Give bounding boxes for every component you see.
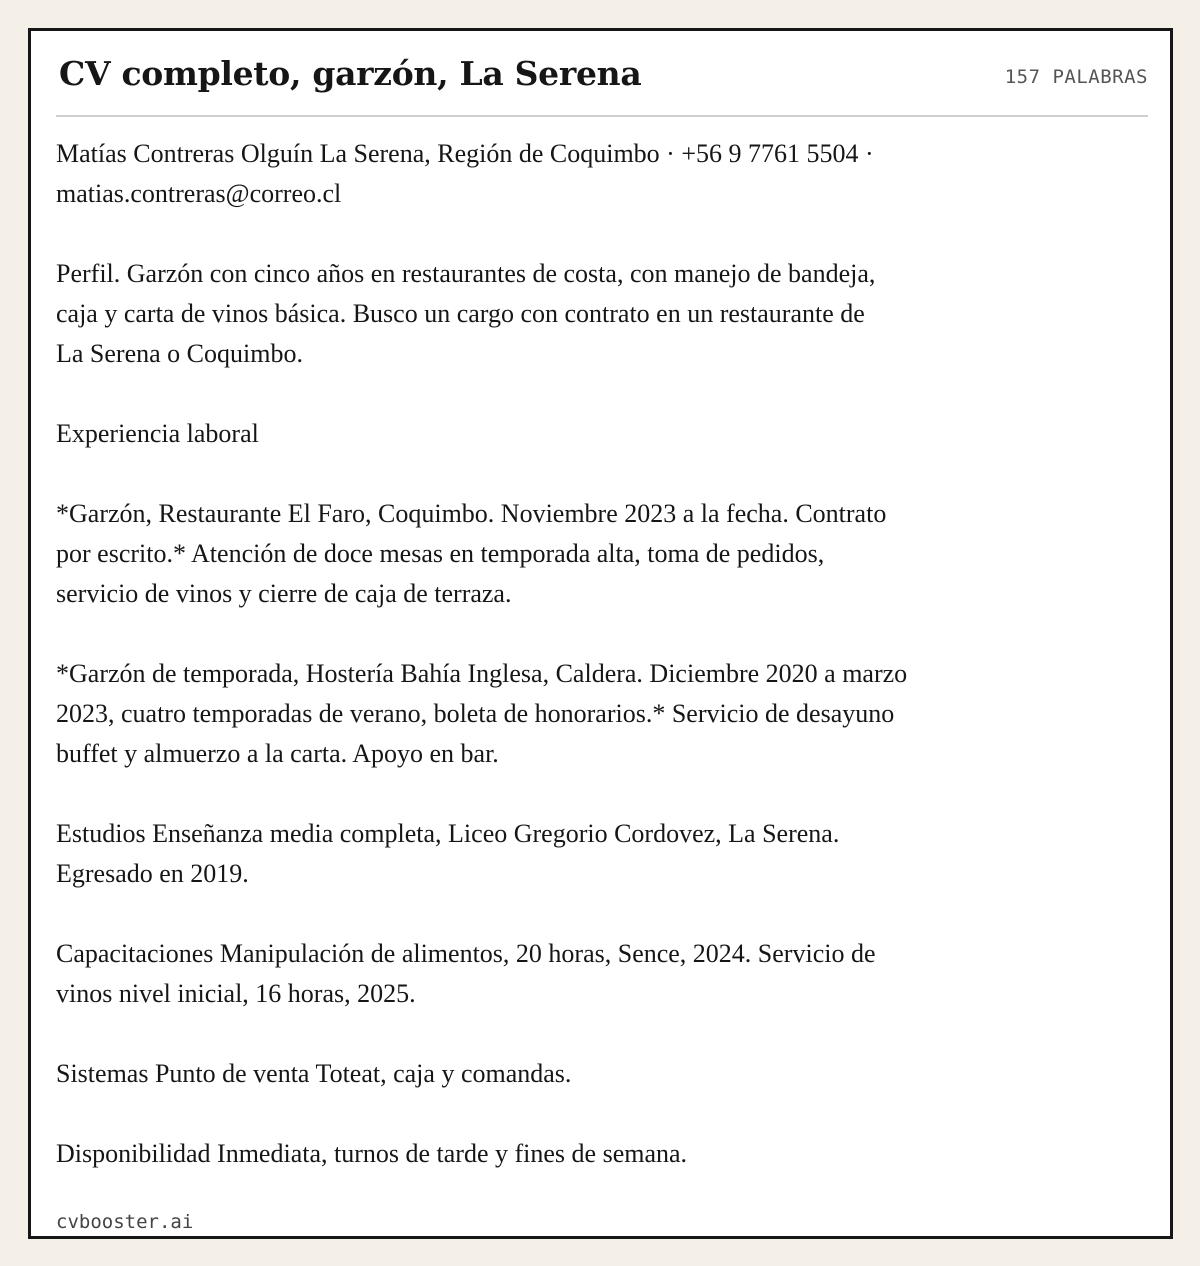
document-title: CV completo, garzón, La Serena: [59, 54, 642, 93]
document-header: [56, 53, 1148, 117]
footer-brand: cvbooster.ai: [56, 1211, 194, 1233]
cv-body-text: Matías Contreras Olguín La Serena, Región de Coquimbo · +56 9 7761 5504 · matias.contreras@correo.cl Perfil. Garzón con cinco años en restaurantes de costa, con manejo de bandeja, caja y carta de vinos básica. Busco un cargo con contrato en un restaurante de La Serena o Coquimbo. Experiencia laboral *Garzón, Restaurante El Faro, Coquimbo. Noviembre 2023 a la fecha. Contrato por escrito.* Atención de doce mesas en temporada alta, toma de pedidos, servicio de vinos y cierre de caja de terraza. *Garzón de temporada, Hostería Bahía Inglesa, Caldera. Diciembre 2020 a marzo 2023, cuatro temporadas de verano, boleta de honorarios.* Servicio de desayuno buffet y almuerzo a la carta. Apoyo en bar. Estudios Enseñanza media completa, Liceo Gregorio Cordovez, La Serena. Egresado en 2019. Capacitaciones Manipulación de alimentos, 20 horas, Sence, 2024. Servicio de vinos nivel inicial, 16 horas, 2025. Sistemas Punto de venta Toteat, caja y comandas. Disponibilidad Inmediata, turnos de tarde y fines de semana.: [56, 139, 908, 1168]
cv-document-card: [28, 28, 1173, 1239]
word-count-badge: 157 PALABRAS: [1004, 66, 1148, 88]
